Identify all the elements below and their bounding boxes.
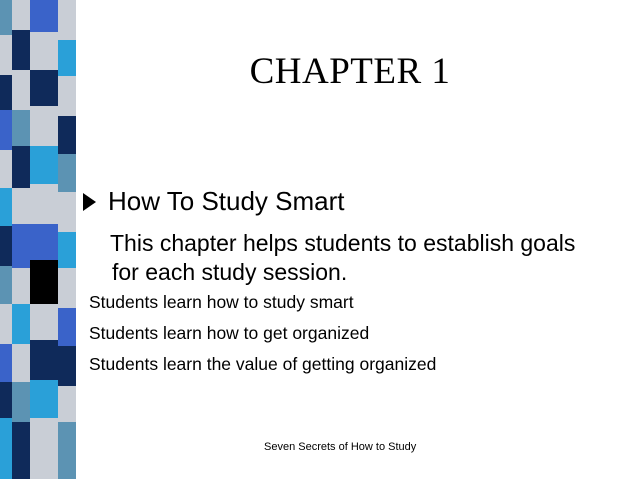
stripe-column-3	[30, 0, 58, 479]
stripe-column-4	[58, 0, 76, 479]
stripe-column-1	[0, 0, 12, 479]
point-1: Students learn how to study smart	[89, 292, 354, 312]
description-line-1: This chapter helps students to establish goals	[110, 230, 576, 256]
stripe-column-2	[12, 0, 30, 479]
slide-title: CHAPTER 1	[249, 51, 451, 92]
description-line-2: for each study session.	[112, 259, 348, 285]
point-2: Students learn how to get organized	[89, 323, 370, 343]
bullet-item	[83, 186, 345, 217]
square-bullet-icon	[83, 193, 96, 211]
slide-footer: Seven Secrets of How to Study	[264, 441, 417, 453]
decorative-stripe-band	[0, 0, 76, 479]
point-3: Students learn the value of getting organized	[89, 354, 437, 374]
bullet-text: How To Study Smart	[108, 186, 345, 216]
chapter-description	[110, 229, 630, 287]
